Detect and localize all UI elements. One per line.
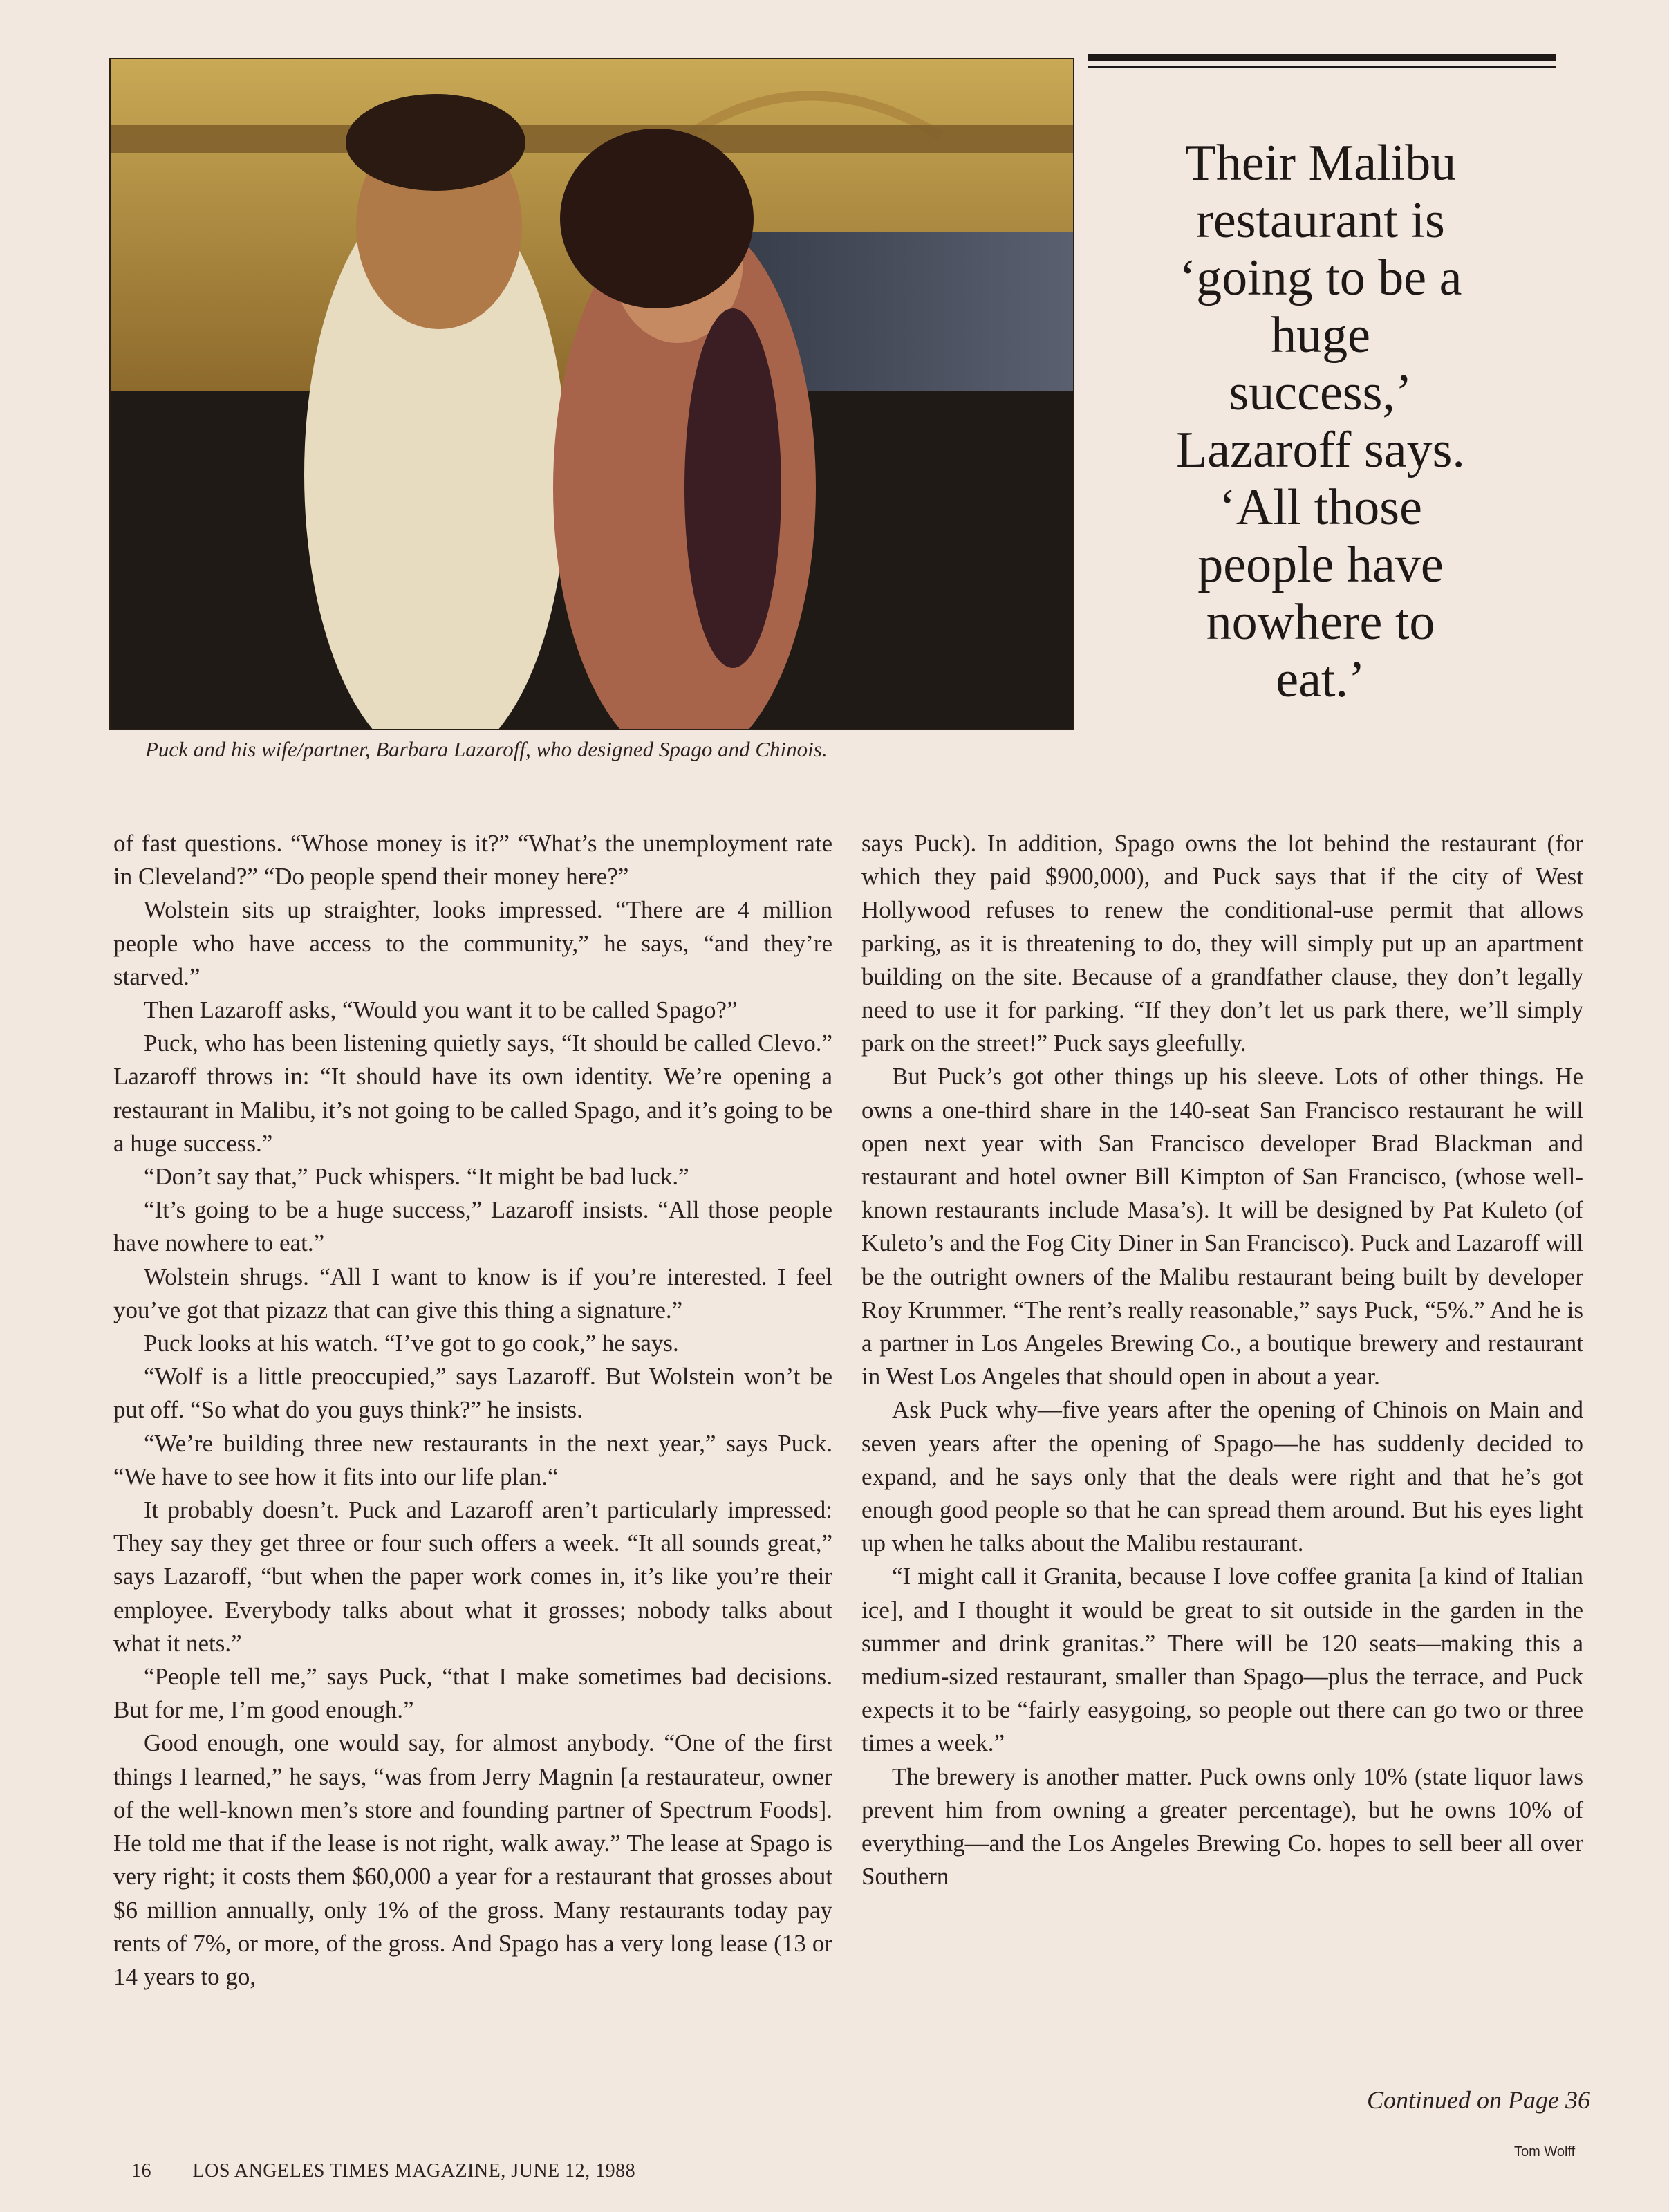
left-column [113,827,832,1993]
pull-quote: Their Malibu restaurant is ‘going to be a huge success,’ Lazaroff says. ‘All those people have nowhere to eat.’ [1176,135,1465,708]
photo-illustration [111,59,1073,729]
paragraph: “I might call it Granita, because I love coffee granita [a kind of Italian ice], and I thought it would be great to sit outside in the garden in the summer and drink granitas.” There will be 120 seats—making this a medium-sized restaurant, smaller than Spago—plus the terrace, and Puck expects it to be “fairly easygoing, so people out there can go two or three times a week.” [861,1563,1583,1757]
article-photo [109,58,1074,730]
continued-note: Continued on Page 36 [1367,2086,1590,2114]
pull-quote-rule-thin [1088,66,1556,68]
paragraph: The brewery is another matter. Puck owns only 10% (state liquor laws prevent him from owning a greater percentage), but he owns 10% of everything—and the Los Angeles Brewing Co. hopes to sell beer all over Southern [861,1763,1583,1890]
paragraph: Wolstein sits up straighter, looks impressed. “There are 4 million people who have access to the community,” he says, “and they’re starved.” [113,896,832,990]
page-number: 16 [131,2160,151,2182]
paragraph: “It’s going to be a huge success,” Lazaroff insists. “All those people have nowhere to eat.” [113,1196,832,1257]
page-footer [131,2160,635,2182]
paragraph: Puck, who has been listening quietly says, “It should be called Clevo.” Lazaroff throws in: “It should have its own identity. We’re opening a restaurant in Malibu, it’s not going to be called Spago, and it’s going to be a huge success.” [113,1030,832,1157]
paragraph: Puck looks at his watch. “I’ve got to go cook,” he says. [144,1330,679,1357]
paragraph: Then Lazaroff asks, “Would you want it to be called Spago?” [144,996,738,1024]
paragraph: of fast questions. “Whose money is it?” “What’s the unemployment rate in Cleveland?” “Do people spend their money here?” [113,830,832,891]
paragraph: says Puck). In addition, Spago owns the lot behind the restaurant (for which they paid $900,000), and Puck says that if the city of West Hollywood refuses to renew the conditional-use permit that allows parking, as it is threatening to do, they will simply put up an apartment building on the site. Because of a grandfather clause, they don’t legally need to use it for parking. “If they don’t let us park there, we’ll simply park on the street!” Puck says gleefully. [861,830,1583,1057]
paragraph: “People tell me,” says Puck, “that I make sometimes bad decisions. But for me, I’m good enough.” [113,1663,832,1724]
paragraph: “Wolf is a little preoccupied,” says Lazaroff. But Wolstein won’t be put off. “So what do you guys think?” he insists. [113,1363,832,1424]
paragraph: “Don’t say that,” Puck whispers. “It might be bad luck.” [144,1163,689,1191]
paragraph: Wolstein shrugs. “All I want to know is if you’re interested. I feel you’ve got that pizazz that can give this thing a signature.” [113,1263,832,1323]
photo-credit: Tom Wolff [1514,2144,1576,2159]
paragraph: Good enough, one would say, for almost anybody. “One of the first things I learned,” he says, “was from Jerry Magnin [a restaurateur, owner of the well-known men’s store and founding partner of Spectrum Foods]. He told me that if the lease is not right, walk away.” The lease at Spago is very right; it costs them $60,000 a year for a restaurant that grosses about $6 million annually, only 1% of the gross. Many restaurants today pay rents of 7%, or more, of the gross. And Spago has a very long lease (13 or 14 years to go, [113,1729,832,1990]
paragraph: It probably doesn’t. Puck and Lazaroff aren’t particularly impressed: They say they get three or four such offers a week. “It all sounds great,” says Lazaroff, “but when the paper work comes in, it’s like you’re their employee. Everybody talks about what it grosses; nobody talks about what it nets.” [113,1496,832,1657]
paragraph: “We’re building three new restaurants in the next year,” says Puck. “We have to see how it fits into our life plan.“ [113,1429,832,1490]
paragraph: But Puck’s got other things up his sleeve. Lots of other things. He owns a one-third share in the 140-seat San Francisco restaurant he will open next year with San Francisco developer Brad Blackman and restaurant and hotel owner Bill Kimpton of San Francisco, (whose well-known restaurants include Masa’s). It will be designed by Pat Kuleto (of Kuleto’s and the Fog City Diner in San Francisco). Puck and Lazaroff will be the outright owners of the Malibu restaurant being built by developer Roy Krummer. “The rent’s really reasonable,” says Puck, “5%.” And he is a partner in Los Angeles Brewing Co., a boutique brewery and restaurant in West Los Angeles that should open in about a year. [861,1063,1583,1391]
photo-caption: Puck and his wife/partner, Barbara Lazaroff, who designed Spago and Chinois. [145,737,828,761]
paragraph: Ask Puck why—five years after the opening of Chinois on Main and seven years after the opening of Spago—he has suddenly decided to expand, and he says only that the deals were right and that he’s got enough good people so that he can spread them around. But his eyes light up when he talks about the Malibu restaurant. [861,1396,1583,1557]
publication-line: LOS ANGELES TIMES MAGAZINE, JUNE 12, 1988 [192,2160,636,2182]
right-column [861,827,1583,1894]
pull-quote-rule-thick [1088,54,1556,61]
